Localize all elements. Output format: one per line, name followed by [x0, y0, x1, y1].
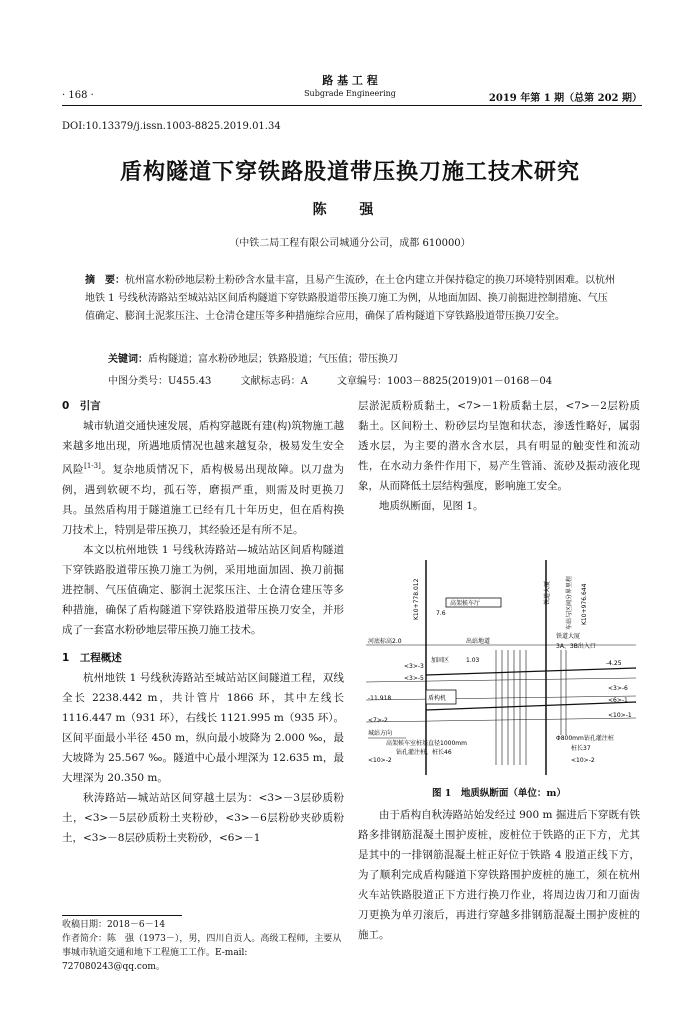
- keywords-text: 盾构隧道；富水粉砂地层；铁路股道；气压值；带压换刀: [148, 354, 398, 365]
- doi: DOI:10.13379/j.issn.1003-8825.2019.01.34: [62, 121, 281, 132]
- fig-exit: 出站地道: [466, 638, 491, 645]
- intro-paragraph-2: 本文以杭州地铁 1 号线秋涛路站—城站站区间盾构隧道下穿铁路股道带压换刀施工为例，采用地面加固、换刀前掘进控制、气压值确定、膨润土泥浆压注、土仓清仓建压等多种措施，确保了盾构隧道下穿铁路股道带压换刀安全，并形成了一套富水粉砂地层带压换刀施工技术。: [62, 543, 344, 636]
- journal-title-en: Subgrade Engineering: [304, 89, 396, 98]
- fig-layer2: <3>-5: [404, 675, 424, 682]
- header-rule: [62, 105, 642, 106]
- citation: [1-3]: [84, 462, 101, 470]
- right-paragraph-2: 地质纵断面，见图 1。: [379, 500, 484, 512]
- keywords-label: 关键词：: [108, 354, 148, 365]
- abstract-label: 摘 要：: [85, 275, 125, 286]
- fig-layer6: <10>-2: [368, 757, 392, 764]
- right-column-continued: [358, 805, 640, 945]
- article-number: 文章编号：1003－8825(2019)01－0168－04: [337, 376, 553, 387]
- abstract: [85, 272, 617, 326]
- doc-code: 文献标志码：A: [240, 376, 308, 387]
- section1-paragraph-1: 杭州地铁 1 号线秋涛路站至城站站区间隧道工程，双线全长 2238.442 m，共计管片 1866 环，其中左线长 1116.447 m（931 环），右线长 1121.995 m（935 环）。区间平面最小半径 450 m，纵向最小坡降为 2.000 ‰，最大坡降为 25.567 ‰。隧道中心最小埋深为 12.635 m，最大埋深为 20.350 m。: [62, 671, 344, 784]
- page-number: · 168 ·: [62, 90, 94, 101]
- fig-building: 铁道大厦: [544, 580, 551, 605]
- right-paragraph-1: 层淤泥质粉质黏土，<7>－1粉质黏土层，<7>－2层粉质黏土。区间粉土、粉砂层均呈饱和状态，渗透性略好，属弱透水层，为主要的潜水含水层，具有明显的触变性和流动性，在水动力条件作用下，易产生管涌、流砂及振动液化现象，从而降低土层结构强度，影响施工安全。: [358, 400, 640, 492]
- geological-profile-figure: [366, 550, 636, 782]
- received-date: 收稿日期：2018－6－14: [62, 920, 166, 930]
- fig-layer4: <6>-1: [608, 697, 628, 704]
- intro-heading: 0 引言: [62, 400, 101, 412]
- journal-title-cn: 路 基 工 程: [322, 74, 378, 87]
- fig-layer-boundary-3: [366, 718, 636, 722]
- abstract-text: 杭州富水粉砂地层粉土粉砂含水量丰富，且易产生流砂，在土仓内建立并保持稳定的换刀环境特别困难。以杭州地铁 1 号线秋涛路站至城站站区间盾构隧道下穿铁路股道带压换刀施工为例，从地面加固、换刀前掘进控制措施、气压值确定、膨润土泥浆压注、土仓清仓建压等多种措施综合应用，确保了盾构隧道下穿铁路股道带压换刀安全。: [85, 275, 615, 322]
- fig-elev1: -11.918: [368, 695, 392, 702]
- fig-tunnel-bottom: [426, 702, 636, 710]
- figure-caption: 图 1 地质纵断面（单位：m）: [432, 788, 566, 799]
- fig-structure: 高架候车厅: [450, 600, 481, 607]
- affiliation: （中铁二局工程有限公司城通分公司，成都 610000）: [229, 238, 471, 249]
- right-paragraph-3: 由于盾构自秋涛路站始发经过 900 m 掘进后下穿既有铁路多排钢筋混凝土围护废桩，废桩位于铁路的正下方，尤其是其中的一排钢筋混凝土桩正好位于铁路 4 股道正线下方，为了顺利完成盾构隧道下穿铁路围护废桩的施工，须在杭州火车站铁路股道正下方进行换刀作业，将周边齿刀和刀面齿刀更换为单刃滚后，再进行穿越多排钢筋混凝土围护废桩的施工。: [358, 809, 640, 941]
- author: 陈 强: [312, 202, 388, 218]
- fig-machine: 盾构机: [428, 695, 447, 702]
- left-column: [62, 396, 344, 848]
- intro-paragraph-1: 城市轨道交通快速发展，盾构穿越既有建(构)筑物施工越来越多地出现，所遇地质情况也越来越复杂，极易发生安全风险[1-3]。复杂地质情况下，盾构极易出现故障。以刀盘为例，遇到软硬不均，孤石等，磨损严重，则需及时更换刀具。虽然盾构用于隧道施工已经有几十年历史，但在盾构换刀技术上，特别是带压换刀，其经验还是有所不足。: [62, 420, 345, 536]
- section1-heading: 1 工程概述: [62, 651, 122, 664]
- fig-pile2: 钻孔灌注桩，桩长46: [396, 749, 452, 756]
- fig-zone: 城站方向: [368, 730, 393, 737]
- fig-layer-boundary-2: [366, 696, 636, 700]
- fig-entrance: 3A、3B出入口: [556, 643, 596, 650]
- fig-pile5: <10>-2: [571, 757, 595, 764]
- article-title: 盾构隧道下穿铁路股道带压换刀施工技术研究: [119, 160, 580, 185]
- fig-k-left: K10+778.012: [413, 578, 420, 620]
- fig-layer7: <10>-1: [608, 712, 632, 719]
- fig-dim: 1.03: [466, 657, 480, 664]
- fig-rail-building: 铁道大厦: [556, 633, 581, 640]
- section1-paragraph-2: 秋涛路站—城站站区间穿越土层为：<3>－3层砂质粉土，<3>－5层砂质粉土夹粉砂，<3>－6层粉砂夹砂质粉土，<3>－8层砂质粉土夹粉砂，<6>－1: [62, 791, 344, 844]
- fig-elev2: -4.25: [606, 660, 622, 667]
- author-bio: 作者简介：陈 强（1973－），男，四川自贡人。高级工程师，主要从事城市轨道交通和地下工程施工工作。E-mail: 727080243@qq.com。: [62, 934, 342, 972]
- fig-layer1: <3>-3: [404, 663, 424, 670]
- keywords: [108, 350, 618, 365]
- fig-pile4: 桩长37: [571, 745, 591, 752]
- right-column: [358, 396, 640, 516]
- fig-boundary: 车站与区间分界里程: [566, 575, 573, 630]
- fig-reinforce: 加固区: [431, 657, 450, 664]
- fig-pile3: Φ800mm钻孔灌注桩: [556, 735, 614, 742]
- issue-info: 2019 年第 1 期（总第 202 期）: [488, 93, 642, 104]
- fig-tunnel-top: [426, 668, 636, 675]
- footnote-rule: [62, 915, 182, 916]
- fig-river: 河底标高2.0: [368, 638, 402, 645]
- fig-layer3: <3>-6: [608, 685, 628, 692]
- fig-k-right: K10+976.644: [581, 583, 588, 625]
- fig-depth1: 7.6: [436, 610, 446, 617]
- classification: [108, 372, 638, 387]
- footnote: [62, 918, 344, 974]
- fig-pile1: 高架候车室桩基直径1000mm: [386, 740, 467, 747]
- clc-number: 中图分类号：U455.43: [108, 376, 212, 387]
- fig-layer5: <7>-2: [368, 717, 388, 724]
